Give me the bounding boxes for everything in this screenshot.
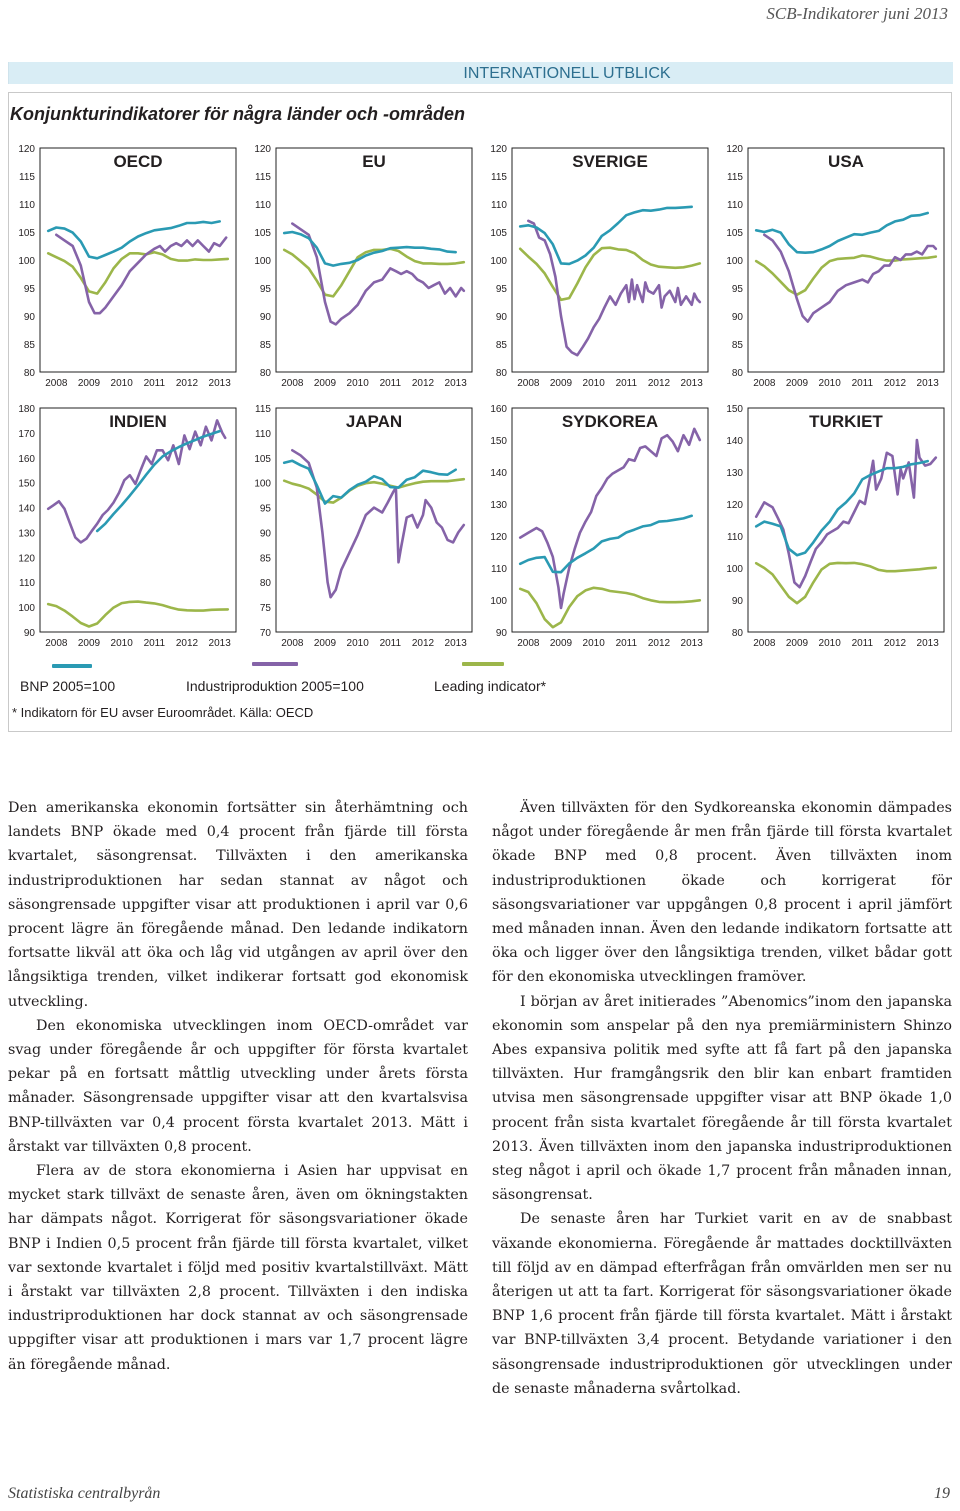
- x-tick-label: 2011: [851, 378, 874, 389]
- x-tick-label: 2010: [818, 378, 841, 389]
- y-tick-label: 120: [18, 144, 35, 155]
- y-tick-label: 90: [23, 628, 35, 639]
- y-tick-label: 90: [259, 528, 271, 540]
- x-tick-label: 2013: [444, 638, 467, 649]
- chart-sydkorea: [480, 400, 716, 650]
- x-tick-label: 2008: [45, 638, 68, 649]
- body-paragraph: I början av året initierades ”Abenomics”inom den japanska ekonomin som anspelar på den nya premiärministern Shinzo Abes expansiva politik med syfte att få fart på den japanska tillväxten. Hur framgångsrik den blir kan enbart framtiden utvisa men säsongrensade uppgifter visar att BNP ökade 1,0 procent från sista kvartalet föregående år till första kvartalet 2013. Även tillväxten inom den japanska industriproduktionen steg något i april och ökade 1,7 procent från månaden innan, säsongrensat.: [492, 993, 952, 1204]
- legend-swatch-gdp: [52, 664, 92, 668]
- x-tick-label: 2010: [110, 638, 133, 649]
- y-tick-label: 80: [259, 578, 271, 590]
- y-tick-label: 80: [731, 368, 743, 379]
- y-tick-label: 120: [18, 553, 35, 565]
- body-paragraph: De senaste åren har Turkiet varit en av de snabbast växande ekonomierna. Föregående år mattades docktillväxten till följd av en dämpad efterfrågan från omvärlden men ser nu återigen ut att ta fart. Korrigerat för säsongsvariationer ökade BNP 1,6 procent från fjärde till första kvartalet. Mätt i årstakt var BNP-tillväxten 3,4 procent. Betydande variationer i den säsongrensade industriproduktionen gör utvecklingen under de senaste månaderna svårtolkad.: [492, 1211, 952, 1397]
- chart-usa: [716, 140, 952, 390]
- y-tick-label: 115: [255, 172, 271, 183]
- y-tick-label: 110: [491, 564, 507, 575]
- body-column-left: [8, 796, 468, 1377]
- y-tick-label: 140: [726, 436, 743, 447]
- y-tick-label: 95: [23, 284, 35, 295]
- x-tick-label: 2009: [77, 378, 101, 389]
- x-tick-label: 2010: [582, 378, 605, 389]
- x-tick-label: 2008: [517, 378, 540, 389]
- x-tick-label: 2009: [549, 378, 573, 389]
- legend-label-industry: Industriproduktion 2005=100: [186, 678, 364, 694]
- y-tick-label: 110: [727, 532, 743, 543]
- y-tick-label: 130: [490, 500, 507, 511]
- y-tick-label: 80: [495, 368, 507, 379]
- chart-svg: [244, 400, 480, 650]
- x-tick-label: 2011: [615, 638, 638, 649]
- x-tick-label: 2008: [753, 378, 776, 389]
- chart-title: SYDKOREA: [561, 412, 659, 431]
- x-tick-label: 2012: [175, 638, 199, 649]
- body-paragraph: Den ekonomiska utvecklingen inom OECD-området var svag under föregående år och uppgifter för första kvartalet pekar på en fortsatt måttlig utveckling under årets första månader. Säsongrensade uppgifter visar att den kvartalsvisa BNP-tillväxten var 0,4 procent första kvartalet 2013. Mätt i årstakt var tillväxten 0,8 procent.: [8, 1017, 468, 1155]
- body-paragraph: Flera av de stora ekonomierna i Asien har uppvisat en mycket stark tillväxt de senaste åren, även om ökningstakten har dämpats något. Korrigerat för säsongsvariationer ökade BNP i Indien 0,5 procent från fjärde till första kvartalet, vilket var sextonde kvartalet i följd med positiv kvartalstillväxt. Mätt i årstakt var tillväxten 2,8 procent. Tillväxten i den indiska industriproduktionen har dock stannat av och säsongrensade uppgifter visar att produktionen i mars var 1,7 procent lägre än föregående månad.: [8, 1163, 468, 1373]
- page-number: 19: [934, 1485, 950, 1502]
- y-tick-label: 75: [259, 603, 271, 615]
- x-tick-label: 2010: [818, 638, 841, 649]
- y-tick-label: 95: [259, 284, 271, 295]
- y-tick-label: 110: [255, 200, 271, 211]
- y-tick-label: 90: [495, 628, 507, 639]
- chart-svg: [8, 140, 244, 390]
- y-tick-label: 150: [726, 404, 743, 415]
- y-tick-label: 110: [19, 200, 35, 211]
- y-tick-label: 105: [254, 453, 271, 465]
- publication-header: SCB-Indikatorer juni 2013: [766, 4, 948, 23]
- y-tick-label: 100: [490, 256, 507, 267]
- y-tick-label: 85: [23, 340, 35, 351]
- chart-title: OECD: [113, 152, 163, 171]
- y-tick-label: 100: [18, 603, 35, 615]
- y-tick-label: 150: [18, 478, 35, 490]
- plot-frame: [748, 408, 944, 632]
- y-tick-label: 120: [254, 144, 271, 155]
- chart-oecd: [8, 140, 244, 390]
- y-tick-label: 170: [18, 428, 35, 440]
- x-tick-label: 2010: [346, 638, 369, 649]
- y-tick-label: 140: [490, 468, 507, 479]
- y-tick-label: 100: [726, 256, 743, 267]
- y-tick-label: 160: [490, 404, 507, 415]
- x-tick-label: 2013: [444, 378, 467, 389]
- y-tick-label: 105: [254, 228, 271, 239]
- y-tick-label: 90: [259, 312, 271, 323]
- x-tick-label: 2008: [753, 638, 776, 649]
- x-tick-label: 2009: [77, 638, 101, 649]
- x-tick-label: 2009: [785, 378, 809, 389]
- chart-eu: [244, 140, 480, 390]
- x-tick-label: 2011: [615, 378, 638, 389]
- chart-japan: [244, 400, 480, 650]
- y-tick-label: 80: [23, 368, 35, 379]
- x-tick-label: 2011: [379, 378, 402, 389]
- source-footnote: * Indikatorn för EU avser Euroområdet. Källa: OECD: [12, 705, 314, 720]
- y-tick-label: 100: [490, 596, 507, 607]
- x-tick-label: 2013: [680, 638, 703, 649]
- x-tick-label: 2012: [883, 378, 907, 389]
- section-title: Konjunkturindikatorer för några länder och -områden: [10, 104, 466, 124]
- y-tick-label: 110: [727, 200, 743, 211]
- chart-svg: [480, 400, 716, 650]
- x-tick-label: 2012: [647, 378, 671, 389]
- chart-svg: [8, 400, 244, 650]
- plot-frame: [512, 148, 708, 372]
- y-tick-label: 80: [259, 368, 271, 379]
- plot-frame: [276, 148, 472, 372]
- y-tick-label: 130: [726, 468, 743, 479]
- chart-indien: [8, 400, 244, 650]
- chart-turkiet: [716, 400, 952, 650]
- x-tick-label: 2012: [883, 638, 907, 649]
- y-tick-label: 130: [18, 528, 35, 540]
- y-tick-label: 85: [259, 553, 271, 565]
- y-tick-label: 100: [726, 564, 743, 575]
- y-tick-label: 95: [259, 503, 271, 515]
- footer-publisher: Statistiska centralbyrån: [8, 1485, 161, 1502]
- x-tick-label: 2012: [175, 378, 199, 389]
- x-tick-label: 2011: [143, 638, 166, 649]
- y-tick-label: 105: [726, 228, 743, 239]
- plot-frame: [748, 148, 944, 372]
- x-tick-label: 2011: [379, 638, 402, 649]
- y-tick-label: 110: [255, 428, 271, 440]
- body-paragraph: Även tillväxten för den Sydkoreanska ekonomin dämpades något under föregående år men från fjärde till första kvartalet ökade BNP med 0,8 procent. Även tillväxten inom industriproduktionen ökade och korrigerat för säsongsvariationer var uppgången 0,8 procent i april jämfört med månaden innan. Även den ledande indikatorn fortsatte att öka och ligger över den långsiktiga trenden, vilket bådar gott för den ekonomiska utvecklingen framöver.: [492, 800, 952, 986]
- y-tick-label: 120: [726, 500, 743, 511]
- y-tick-label: 95: [731, 284, 743, 295]
- x-tick-label: 2010: [582, 638, 605, 649]
- x-tick-label: 2012: [411, 378, 435, 389]
- x-tick-label: 2009: [313, 638, 337, 649]
- chart-title: EU: [362, 152, 386, 171]
- chart-svg: [480, 140, 716, 390]
- y-tick-label: 90: [23, 312, 35, 323]
- y-tick-label: 70: [259, 628, 271, 639]
- body-column-right: [492, 796, 952, 1401]
- y-tick-label: 100: [18, 256, 35, 267]
- x-tick-label: 2010: [110, 378, 133, 389]
- x-tick-label: 2013: [916, 638, 939, 649]
- x-tick-label: 2008: [281, 378, 304, 389]
- y-tick-label: 115: [255, 404, 271, 415]
- banner-title: INTERNATIONELL UTBLICK: [463, 65, 671, 82]
- y-tick-label: 120: [490, 144, 507, 155]
- chart-sverige: [480, 140, 716, 390]
- y-tick-label: 120: [726, 144, 743, 155]
- legend-label-gdp: BNP 2005=100: [20, 678, 116, 694]
- chart-title: TURKIET: [809, 412, 883, 431]
- y-tick-label: 100: [254, 478, 271, 490]
- y-tick-label: 115: [19, 172, 35, 183]
- x-tick-label: 2011: [851, 638, 874, 649]
- x-tick-label: 2009: [549, 638, 573, 649]
- chart-svg: [716, 140, 952, 390]
- legend-label-leading: Leading indicator*: [434, 678, 547, 694]
- x-tick-label: 2011: [143, 378, 166, 389]
- y-tick-label: 180: [18, 404, 35, 415]
- chart-svg: [244, 140, 480, 390]
- x-tick-label: 2013: [916, 378, 939, 389]
- legend-swatch-leading: [462, 662, 504, 666]
- y-tick-label: 85: [495, 340, 507, 351]
- y-tick-label: 110: [491, 200, 507, 211]
- body-paragraph: Den amerikanska ekonomin fortsätter sin återhämtning och landets BNP ökade med 0,4 procent från fjärde till första kvartalet, säsongrensat. Tillväxten i den amerikanska industriproduktionen har sedan stannat av något och säsongrensade uppgifter visar att produktionen i april var 0,6 procent lägre än föregående månad. Den ledande indikatorn fortsatte likväl att öka och låg vid utgången av april över den långsiktiga trenden, vilket indikerar fortsatt god ekonomisk utveckling.: [8, 800, 468, 1010]
- legend-swatch-industry: [252, 662, 298, 666]
- x-tick-label: 2008: [281, 638, 304, 649]
- legend: [8, 652, 952, 732]
- x-tick-label: 2010: [346, 378, 369, 389]
- y-tick-label: 105: [18, 228, 35, 239]
- x-tick-label: 2013: [208, 638, 231, 649]
- y-tick-label: 120: [490, 532, 507, 543]
- y-tick-label: 85: [259, 340, 271, 351]
- x-tick-label: 2013: [680, 378, 703, 389]
- y-tick-label: 115: [727, 172, 743, 183]
- y-tick-label: 90: [731, 596, 743, 607]
- y-tick-label: 90: [495, 312, 507, 323]
- x-tick-label: 2013: [208, 378, 231, 389]
- x-tick-label: 2012: [411, 638, 435, 649]
- chart-svg: [716, 400, 952, 650]
- x-tick-label: 2012: [647, 638, 671, 649]
- x-tick-label: 2008: [45, 378, 68, 389]
- y-tick-label: 90: [731, 312, 743, 323]
- plot-frame: [276, 408, 472, 632]
- y-tick-label: 95: [495, 284, 507, 295]
- y-tick-label: 100: [254, 256, 271, 267]
- x-tick-label: 2008: [517, 638, 540, 649]
- chart-title: INDIEN: [109, 412, 167, 431]
- y-tick-label: 85: [731, 340, 743, 351]
- x-tick-label: 2009: [313, 378, 337, 389]
- y-tick-label: 105: [490, 228, 507, 239]
- y-tick-label: 150: [490, 436, 507, 447]
- section-banner: [8, 62, 953, 84]
- chart-title: JAPAN: [345, 412, 403, 431]
- y-tick-label: 160: [18, 453, 35, 465]
- y-tick-label: 115: [491, 172, 507, 183]
- y-tick-label: 110: [19, 578, 35, 590]
- x-tick-label: 2009: [785, 638, 809, 649]
- chart-title: USA: [828, 152, 864, 171]
- chart-title: SVERIGE: [572, 152, 648, 171]
- y-tick-label: 140: [18, 503, 35, 515]
- y-tick-label: 80: [731, 628, 743, 639]
